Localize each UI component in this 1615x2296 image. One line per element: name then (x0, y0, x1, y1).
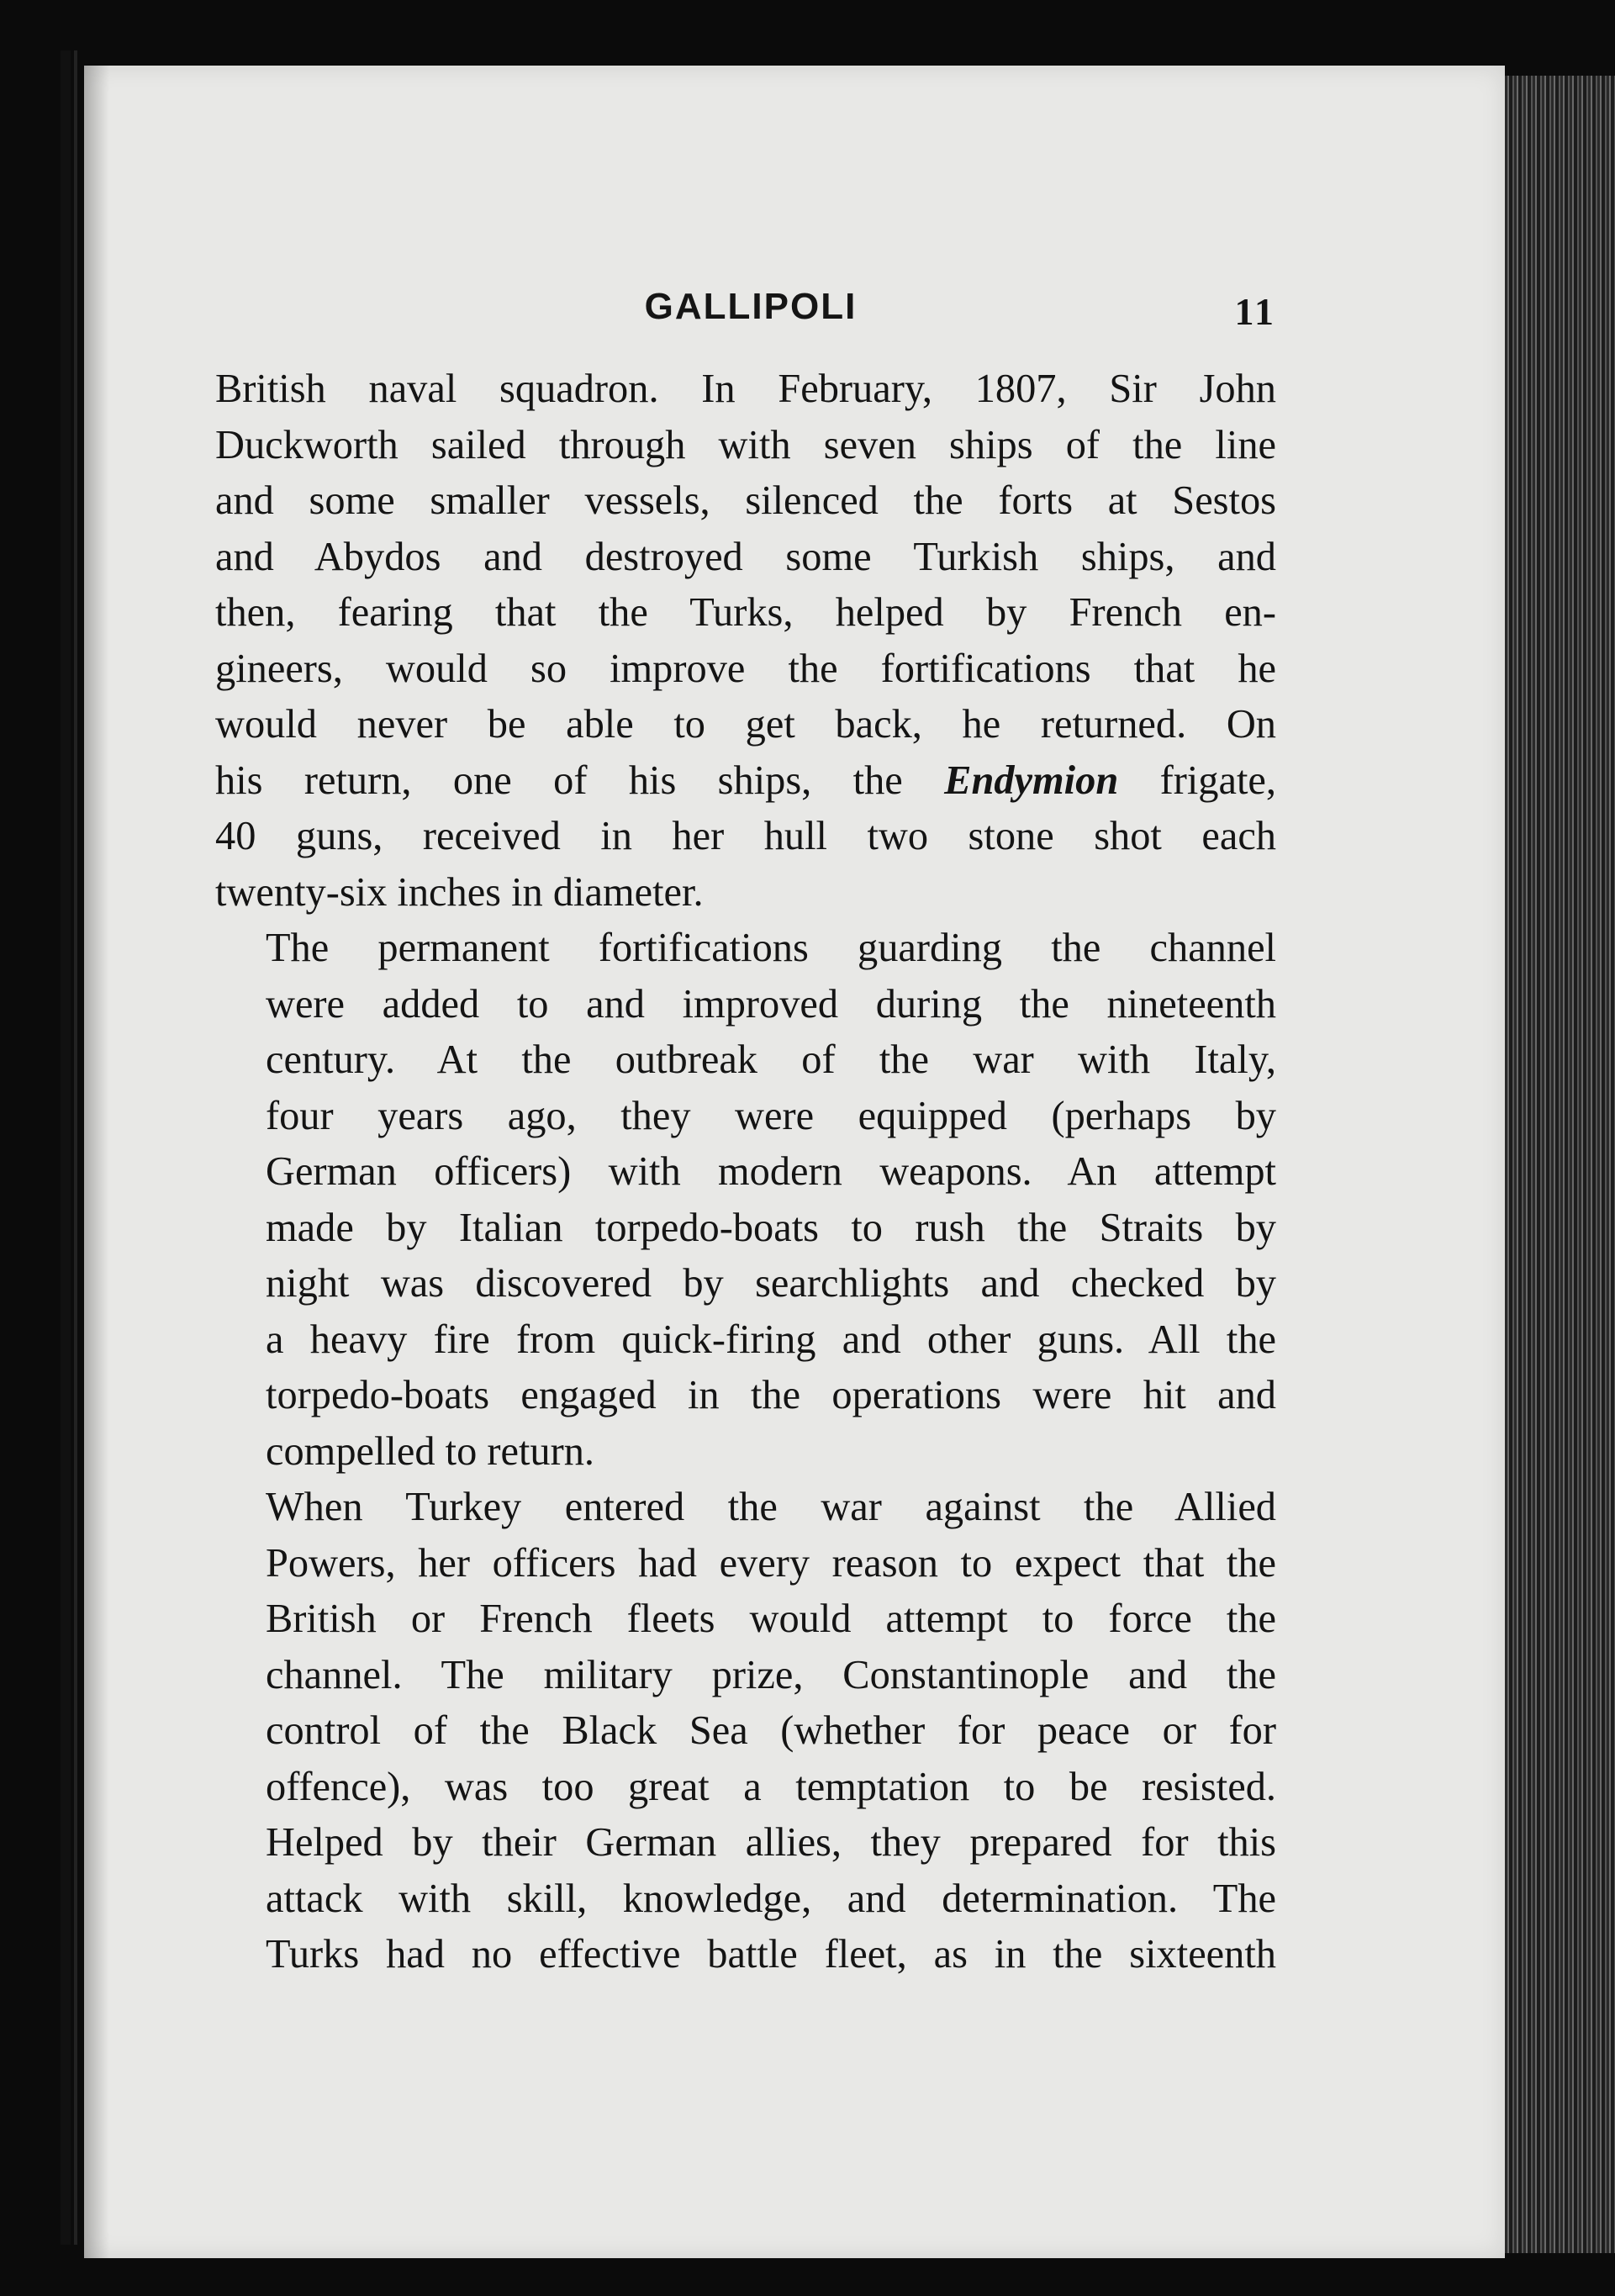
text-line: and Abydos and destroyed some Turkish ships, and (215, 534, 1276, 579)
text-line: British naval squadron. In February, 1807, Sir John (215, 367, 1276, 411)
gutter-shadow (84, 66, 109, 2258)
text-line: control of the Black Sea (whether for peace or for (266, 1708, 1276, 1753)
text-line: twenty-six inches in diameter. (215, 869, 704, 915)
text-line: were added to and improved during the nineteenth (266, 981, 1276, 1027)
text-line: When Turkey entered the war against the Allied (266, 1485, 1276, 1529)
page-number: 11 (1234, 290, 1276, 333)
text-line: attack with skill, knowledge, and determination. The (266, 1876, 1276, 1921)
running-head: GALLIPOLI (644, 286, 858, 327)
binding-edge (61, 50, 71, 2245)
text-line: would never be able to get back, he returned. On (215, 702, 1276, 747)
text-line: Powers, her officers had every reason to expect that the (266, 1540, 1276, 1586)
page-header (225, 286, 1276, 345)
text-line: Helped by their German allies, they prepared for this (266, 1820, 1276, 1865)
binding-edge-inner (74, 50, 77, 2245)
text-line: made by Italian torpedo-boats to rush the Straits by (266, 1205, 1276, 1250)
paragraph (215, 362, 1276, 921)
paragraph (215, 921, 1276, 1480)
text-line: 40 guns, received in her hull two stone shot each (215, 814, 1276, 858)
text-line: Duckworth sailed through with seven ships of the line (215, 422, 1276, 467)
text-line: Turks had no effective battle fleet, as in the sixteenth (266, 1932, 1276, 1977)
text-line: four years ago, they were equipped (perhaps by (266, 1093, 1276, 1138)
text-line: torpedo-boats engaged in the operations were hit and (266, 1373, 1276, 1417)
text-line: offence), was too great a temptation to be resisted. (266, 1764, 1276, 1809)
text-line: British or French fleets would attempt to force the (266, 1597, 1276, 1641)
text-line: The permanent fortifications guarding the channel (266, 926, 1276, 970)
text-line: German officers) with modern weapons. An attempt (266, 1149, 1276, 1194)
text-line: compelled to return. (266, 1428, 595, 1474)
text-line: then, fearing that the Turks, helped by French en- (215, 590, 1276, 635)
text-line: night was discovered by searchlights and checked by (266, 1261, 1276, 1306)
text-line: his return, one of his ships, the Endymion frigate, (215, 757, 1276, 803)
text-line: gineers, would so improve the fortifications that he (215, 646, 1276, 691)
text-line: and some smaller vessels, silenced the forts at Sestos (215, 478, 1276, 523)
text-line: a heavy fire from quick-firing and other guns. All the (266, 1317, 1276, 1362)
body-text (215, 362, 1276, 1983)
page-stack-edges (1505, 76, 1615, 2253)
text-line: channel. The military prize, Constantinople and the (266, 1652, 1276, 1697)
text-line: century. At the outbreak of the war with Italy, (266, 1037, 1276, 1082)
italic-ship-name: Endymion (944, 757, 1119, 803)
paragraph (215, 1480, 1276, 1983)
